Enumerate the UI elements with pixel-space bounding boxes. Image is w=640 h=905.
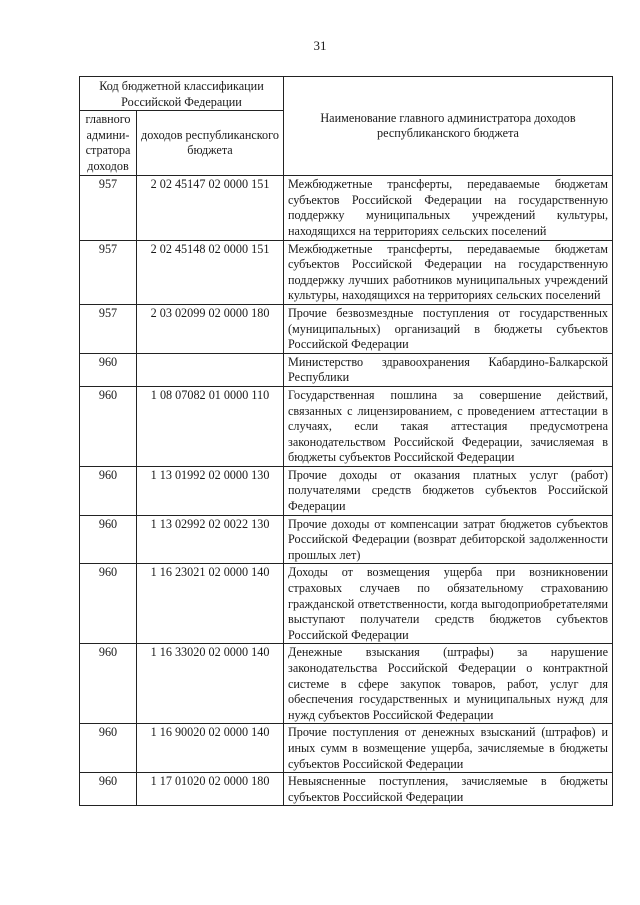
table-row	[80, 644, 613, 724]
table-header-row	[80, 77, 613, 111]
income-code-cell: 1 16 23021 02 0000 140	[137, 564, 284, 644]
revenue-administrators-table	[79, 76, 613, 806]
income-name-cell: Государственная пошлина за совершение действий, связанных с лицензированием, с проведением аттестации в случаях, если такая аттестация предусмотрена законодательством Российской Федерации, зачисляемая в бюджеты субъектов Российской Федерации	[284, 386, 613, 466]
income-code-cell: 1 13 02992 02 0022 130	[137, 515, 284, 564]
income-name-cell: Межбюджетные трансферты, передаваемые бюджетам субъектов Российской Федерации на государственную поддержку лучших работников муниципальных учреждений культуры, находящихся на территориях сельских поселений	[284, 240, 613, 304]
income-code-cell: 1 13 01992 02 0000 130	[137, 466, 284, 515]
admin-code-cell: 960	[80, 773, 137, 806]
header-budget-classification-code: Код бюджетной классификации Российской Федерации	[80, 77, 284, 111]
admin-code-cell: 960	[80, 466, 137, 515]
table-row	[80, 515, 613, 564]
table-row	[80, 304, 613, 353]
income-code-cell	[137, 353, 284, 386]
header-administrator-name: Наименование главного администратора доходов республиканского бюджета	[284, 77, 613, 176]
table-body	[80, 176, 613, 806]
table-row	[80, 564, 613, 644]
table-row	[80, 353, 613, 386]
header-republican-budget-income: доходов республиканского бюджета	[137, 111, 284, 176]
income-code-cell: 1 08 07082 01 0000 110	[137, 386, 284, 466]
page-number: 31	[313, 38, 327, 53]
table-row	[80, 176, 613, 240]
income-code-cell: 2 03 02099 02 0000 180	[137, 304, 284, 353]
income-name-cell: Прочие безвозмездные поступления от государственных (муниципальных) организаций в бюджеты субъектов Российской Федерации	[284, 304, 613, 353]
income-name-cell: Доходы от возмещения ущерба при возникновении страховых случаев по обязательному страхованию гражданской ответственности, когда выгодоприобретателями выступают получатели средств бюджетов субъектов Российской Федерации	[284, 564, 613, 644]
table-row	[80, 724, 613, 773]
income-name-cell: Министерство здравоохранения Кабардино-Балкарской Республики	[284, 353, 613, 386]
income-name-cell: Межбюджетные трансферты, передаваемые бюджетам субъектов Российской Федерации на государственную поддержку муниципальных учреждений культуры, находящихся на территориях сельских поселений	[284, 176, 613, 240]
admin-code-cell: 960	[80, 353, 137, 386]
table-row	[80, 466, 613, 515]
admin-code-cell: 960	[80, 724, 137, 773]
admin-code-cell: 960	[80, 564, 137, 644]
admin-code-cell: 960	[80, 386, 137, 466]
table-row	[80, 386, 613, 466]
table-row	[80, 240, 613, 304]
income-name-cell: Невыясненные поступления, зачисляемые в бюджеты субъектов Российской Федерации	[284, 773, 613, 806]
admin-code-cell: 957	[80, 304, 137, 353]
income-name-cell: Прочие поступления от денежных взысканий (штрафов) и иных сумм в возмещение ущерба, зачисляемые в бюджеты субъектов Российской Федерации	[284, 724, 613, 773]
admin-code-cell: 957	[80, 176, 137, 240]
income-code-cell: 2 02 45147 02 0000 151	[137, 176, 284, 240]
income-name-cell: Прочие доходы от компенсации затрат бюджетов субъектов Российской Федерации (возврат дебиторской задолженности прошлых лет)	[284, 515, 613, 564]
admin-code-cell: 960	[80, 515, 137, 564]
income-name-cell: Прочие доходы от оказания платных услуг (работ) получателями средств бюджетов субъектов Российской Федерации	[284, 466, 613, 515]
income-code-cell: 1 16 90020 02 0000 140	[137, 724, 284, 773]
header-main-administrator: главного админи-стратора доходов	[80, 111, 137, 176]
income-name-cell: Денежные взыскания (штрафы) за нарушение законодательства Российской Федерации о контрактной системе в сфере закупок товаров, работ, услуг для обеспечения государственных и муниципальных нужд для нужд субъектов Российской Федерации	[284, 644, 613, 724]
admin-code-cell: 960	[80, 644, 137, 724]
admin-code-cell: 957	[80, 240, 137, 304]
table-row	[80, 773, 613, 806]
income-code-cell: 1 17 01020 02 0000 180	[137, 773, 284, 806]
income-code-cell: 2 02 45148 02 0000 151	[137, 240, 284, 304]
income-code-cell: 1 16 33020 02 0000 140	[137, 644, 284, 724]
